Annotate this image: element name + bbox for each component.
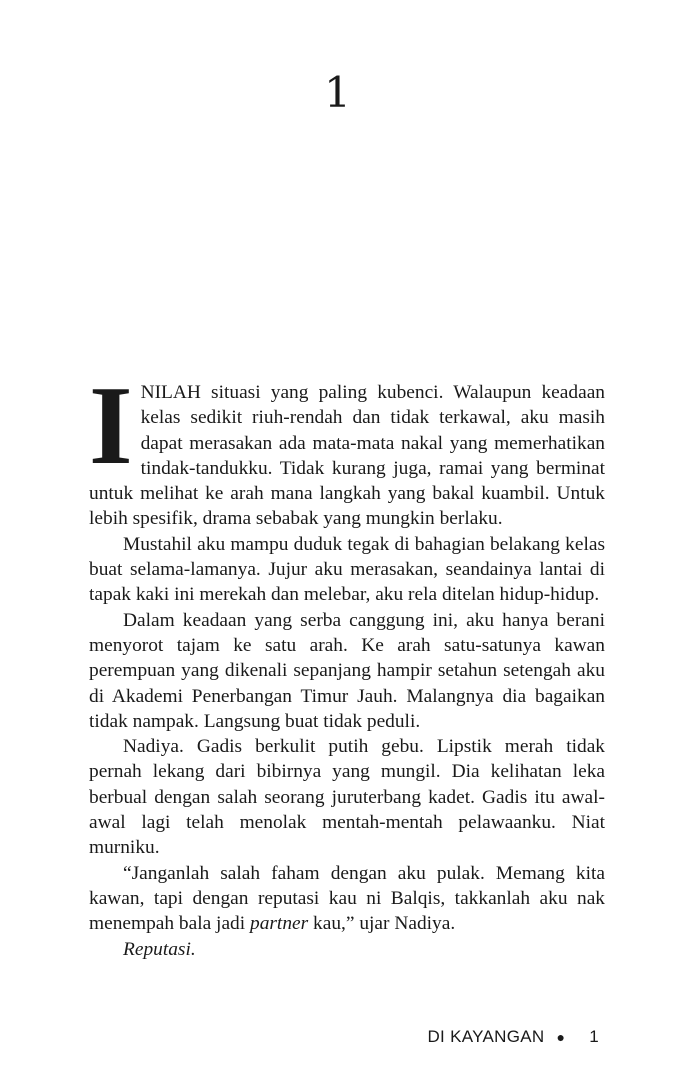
paragraph-5 (89, 861, 605, 937)
chapter-number: 1 (324, 68, 351, 117)
paragraph-5-text-a: “Janganlah salah faham dengan aku pulak. Memang kita kawan, tapi dengan reputasi kau ni Balqis, takkanlah aku nak menempah bala jadi (89, 862, 605, 935)
paragraph-5-text-b: kau,” ujar Nadiya. (308, 913, 456, 935)
bullet-separator: ● (556, 1029, 566, 1045)
paragraph-4: Nadiya. Gadis berkulit putih gebu. Lipstik merah tidak pernah lekang dari bibirnya yang mungil. Dia kelihatan leka berbual dengan salah seorang juruterbang kadet. Gadis itu awal-awal lagi telah menolak mentah-mentah pelawaanku. Niat murniku. (89, 736, 605, 859)
body-text (89, 364, 605, 962)
drop-cap: I (89, 364, 133, 488)
page-footer (427, 1027, 599, 1047)
paragraph-6-italic: Reputasi. (123, 938, 196, 960)
running-title: DI KAYANGAN (427, 1027, 545, 1046)
paragraph-3: Dalam keadaan yang serba canggung ini, aku hanya berani menyorot tajam ke satu arah. Ke arah satu-satunya kawan perempuan yang dikenali sepanjang hampir setahun setengah aku di Akademi Penerbangan Timur Jauh. Malangnya dia bagaikan tidak nampak. Langsung buat tidak peduli. (89, 609, 605, 732)
page-number: 1 (589, 1027, 599, 1046)
paragraph-6 (89, 937, 605, 962)
paragraph-1-text: NILAH situasi yang paling kubenci. Walaupun keadaan kelas sedikit riuh-rendah dan tidak terkawal, aku masih dapat merasakan ada mata-mata nakal yang memerhatikan tindak-tandukku. Tidak kurang juga, ramai yang berminat untuk melihat ke arah mana langkah yang bakal kuambil. Untuk lebih spesifik, drama sebabak yang mungkin berlaku. (89, 382, 605, 530)
paragraph-2: Mustahil aku mampu duduk tegak di bahagian belakang kelas buat selama-lamanya. Jujur aku merasakan, seandainya lantai di tapak kaki ini merekah dan melebar, aku rela ditelan hidup-hidup. (89, 533, 605, 606)
paragraph-1 (89, 364, 605, 532)
paragraph-5-italic: partner (250, 913, 309, 935)
